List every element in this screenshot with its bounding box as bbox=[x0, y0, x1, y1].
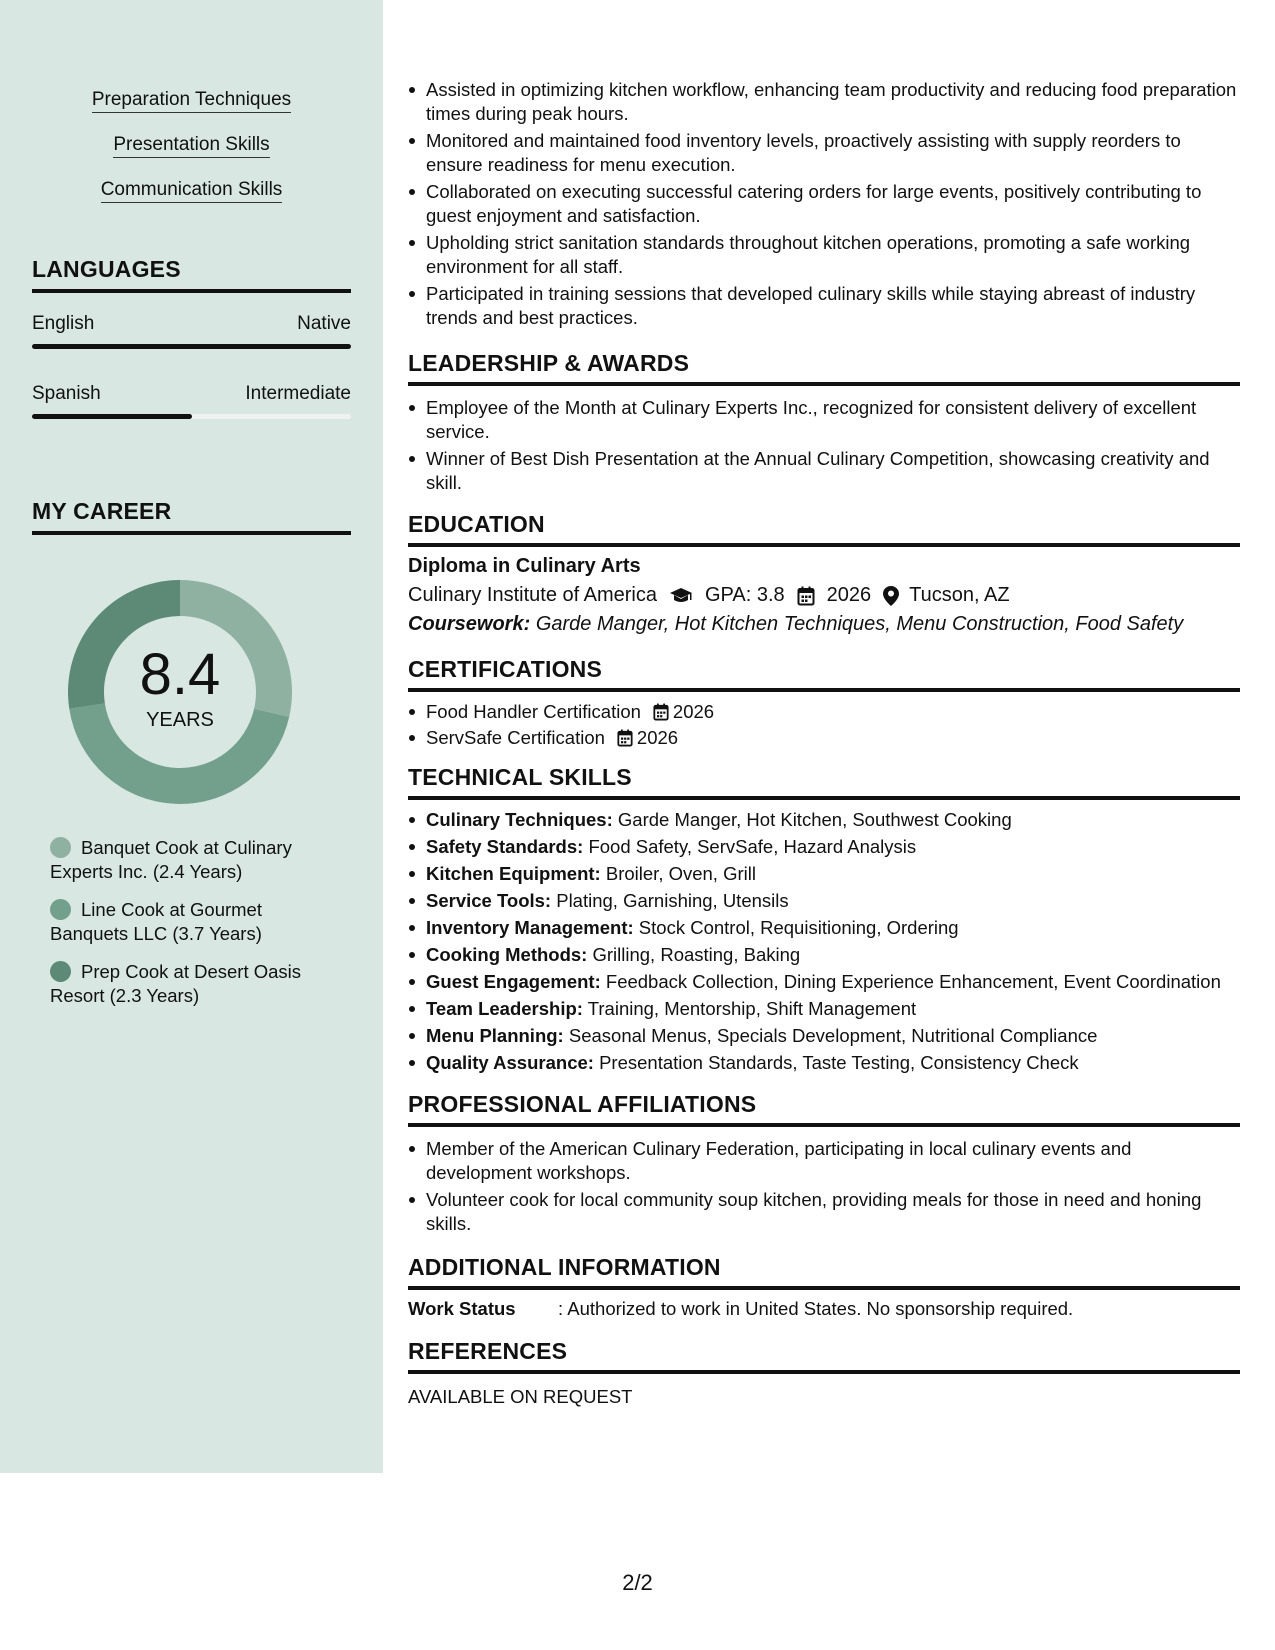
calendar-icon bbox=[797, 586, 815, 606]
location-pin-icon bbox=[883, 586, 899, 606]
certification-name: Food Handler Certification bbox=[426, 701, 641, 722]
list-item: Kitchen Equipment: Broiler, Oven, Grill bbox=[408, 862, 1240, 886]
career-unit: YEARS bbox=[146, 708, 214, 731]
list-item: Collaborated on executing successful catering orders for large events, positively contributing to guest enjoyment and satisfaction. bbox=[408, 180, 1240, 228]
list-item: Cooking Methods: Grilling, Roasting, Baking bbox=[408, 943, 1240, 967]
language-level: Native bbox=[297, 313, 351, 334]
language-name: Spanish bbox=[32, 383, 101, 404]
work-status-row bbox=[408, 1298, 1240, 1320]
section-heading-references: REFERENCES bbox=[408, 1338, 1240, 1374]
experience-bullets bbox=[408, 78, 1240, 330]
page-number: 2/2 bbox=[622, 1570, 653, 1595]
work-status-value: : Authorized to work in United States. No sponsorship required. bbox=[558, 1298, 1074, 1319]
certification-year: 2026 bbox=[636, 727, 679, 748]
list-item: Menu Planning: Seasonal Menus, Specials Development, Nutritional Compliance bbox=[408, 1024, 1240, 1048]
list-item: Winner of Best Dish Presentation at the Annual Culinary Competition, showcasing creativity and skill. bbox=[408, 447, 1240, 495]
languages-heading: LANGUAGES bbox=[32, 256, 351, 293]
certification-year: 2026 bbox=[672, 701, 715, 722]
coursework-list: Garde Manger, Hot Kitchen Techniques, Menu Construction, Food Safety bbox=[535, 613, 1184, 635]
calendar-icon bbox=[653, 703, 669, 721]
list-item: Quality Assurance: Presentation Standards, Taste Testing, Consistency Check bbox=[408, 1051, 1240, 1075]
list-item: Employee of the Month at Culinary Experts Inc., recognized for consistent delivery of excellent service. bbox=[408, 396, 1240, 444]
list-item: Team Leadership: Training, Mentorship, Shift Management bbox=[408, 997, 1240, 1021]
section-heading-certifications: CERTIFICATIONS bbox=[408, 656, 1240, 692]
language-bar-fill bbox=[32, 344, 351, 349]
legend-dot bbox=[50, 837, 71, 858]
skill-link[interactable]: Presentation Skills bbox=[0, 133, 383, 157]
legend-dot bbox=[50, 899, 71, 920]
calendar-icon bbox=[617, 729, 633, 747]
career-item: Banquet Cook at Culinary Experts Inc. (2.4 Years) bbox=[50, 837, 292, 882]
language-level: Intermediate bbox=[245, 383, 351, 404]
list-item: Assisted in optimizing kitchen workflow, enhancing team productivity and reducing food preparation times during peak hours. bbox=[408, 78, 1240, 126]
list-item: Volunteer cook for local community soup kitchen, providing meals for those in need and honing skills. bbox=[408, 1188, 1240, 1236]
list-item bbox=[408, 700, 1240, 724]
section-heading-technical-skills: TECHNICAL SKILLS bbox=[408, 764, 1240, 800]
degree-title: Diploma in Culinary Arts bbox=[408, 555, 641, 577]
language-row bbox=[32, 313, 351, 335]
education-details bbox=[408, 584, 1240, 607]
career-donut-chart bbox=[60, 572, 300, 812]
career-heading: MY CAREER bbox=[32, 498, 351, 535]
list-item: Guest Engagement: Feedback Collection, Dining Experience Enhancement, Event Coordination bbox=[408, 970, 1240, 994]
location: Tucson, AZ bbox=[909, 584, 1010, 606]
affiliations-list bbox=[408, 1137, 1240, 1236]
language-bar bbox=[32, 344, 351, 349]
list-item: Culinary Techniques: Garde Manger, Hot Kitchen, Southwest Cooking bbox=[408, 808, 1240, 832]
legend-dot bbox=[50, 961, 71, 982]
certification-name: ServSafe Certification bbox=[426, 727, 605, 748]
sidebar bbox=[0, 0, 383, 1473]
career-total: 8.4 bbox=[139, 641, 221, 707]
references-text: AVAILABLE ON REQUEST bbox=[408, 1386, 633, 1407]
skill-link[interactable]: Preparation Techniques bbox=[0, 88, 383, 112]
skill-link[interactable]: Communication Skills bbox=[0, 178, 383, 202]
career-item: Prep Cook at Desert Oasis Resort (2.3 Years) bbox=[50, 961, 302, 1006]
language-row bbox=[32, 383, 351, 405]
coursework-label: Coursework: bbox=[408, 613, 531, 635]
main-content bbox=[408, 78, 1240, 1408]
section-heading-additional: ADDITIONAL INFORMATION bbox=[408, 1254, 1240, 1290]
list-item: Member of the American Culinary Federation, participating in local culinary events and development workshops. bbox=[408, 1137, 1240, 1185]
graduation-cap-icon bbox=[669, 587, 693, 605]
donut-center bbox=[60, 572, 300, 812]
language-name: English bbox=[32, 313, 95, 334]
list-item bbox=[408, 726, 1240, 750]
coursework bbox=[408, 613, 1240, 636]
work-status-label: Work Status bbox=[408, 1298, 516, 1319]
language-bar-fill bbox=[32, 414, 192, 419]
career-item: Line Cook at Gourmet Banquets LLC (3.7 Years) bbox=[50, 899, 262, 944]
list-item: Inventory Management: Stock Control, Requisitioning, Ordering bbox=[408, 916, 1240, 940]
certifications-list bbox=[408, 700, 1240, 750]
list-item: Service Tools: Plating, Garnishing, Utensils bbox=[408, 889, 1240, 913]
list-item: Participated in training sessions that developed culinary skills while staying abreast of industry trends and best practices. bbox=[408, 282, 1240, 330]
leadership-list bbox=[408, 396, 1240, 495]
technical-skills-list bbox=[408, 808, 1240, 1075]
gpa: GPA: 3.8 bbox=[705, 584, 785, 606]
school-name: Culinary Institute of America bbox=[408, 584, 657, 606]
list-item: Safety Standards: Food Safety, ServSafe, Hazard Analysis bbox=[408, 835, 1240, 859]
graduation-year: 2026 bbox=[826, 584, 872, 606]
section-heading-affiliations: PROFESSIONAL AFFILIATIONS bbox=[408, 1091, 1240, 1127]
list-item: Monitored and maintained food inventory levels, proactively assisting with supply reorders to ensure readiness for menu execution. bbox=[408, 129, 1240, 177]
language-bar bbox=[32, 414, 351, 419]
section-heading-leadership: LEADERSHIP & AWARDS bbox=[408, 350, 1240, 386]
list-item: Upholding strict sanitation standards throughout kitchen operations, promoting a safe working environment for all staff. bbox=[408, 231, 1240, 279]
section-heading-education: EDUCATION bbox=[408, 511, 1240, 547]
